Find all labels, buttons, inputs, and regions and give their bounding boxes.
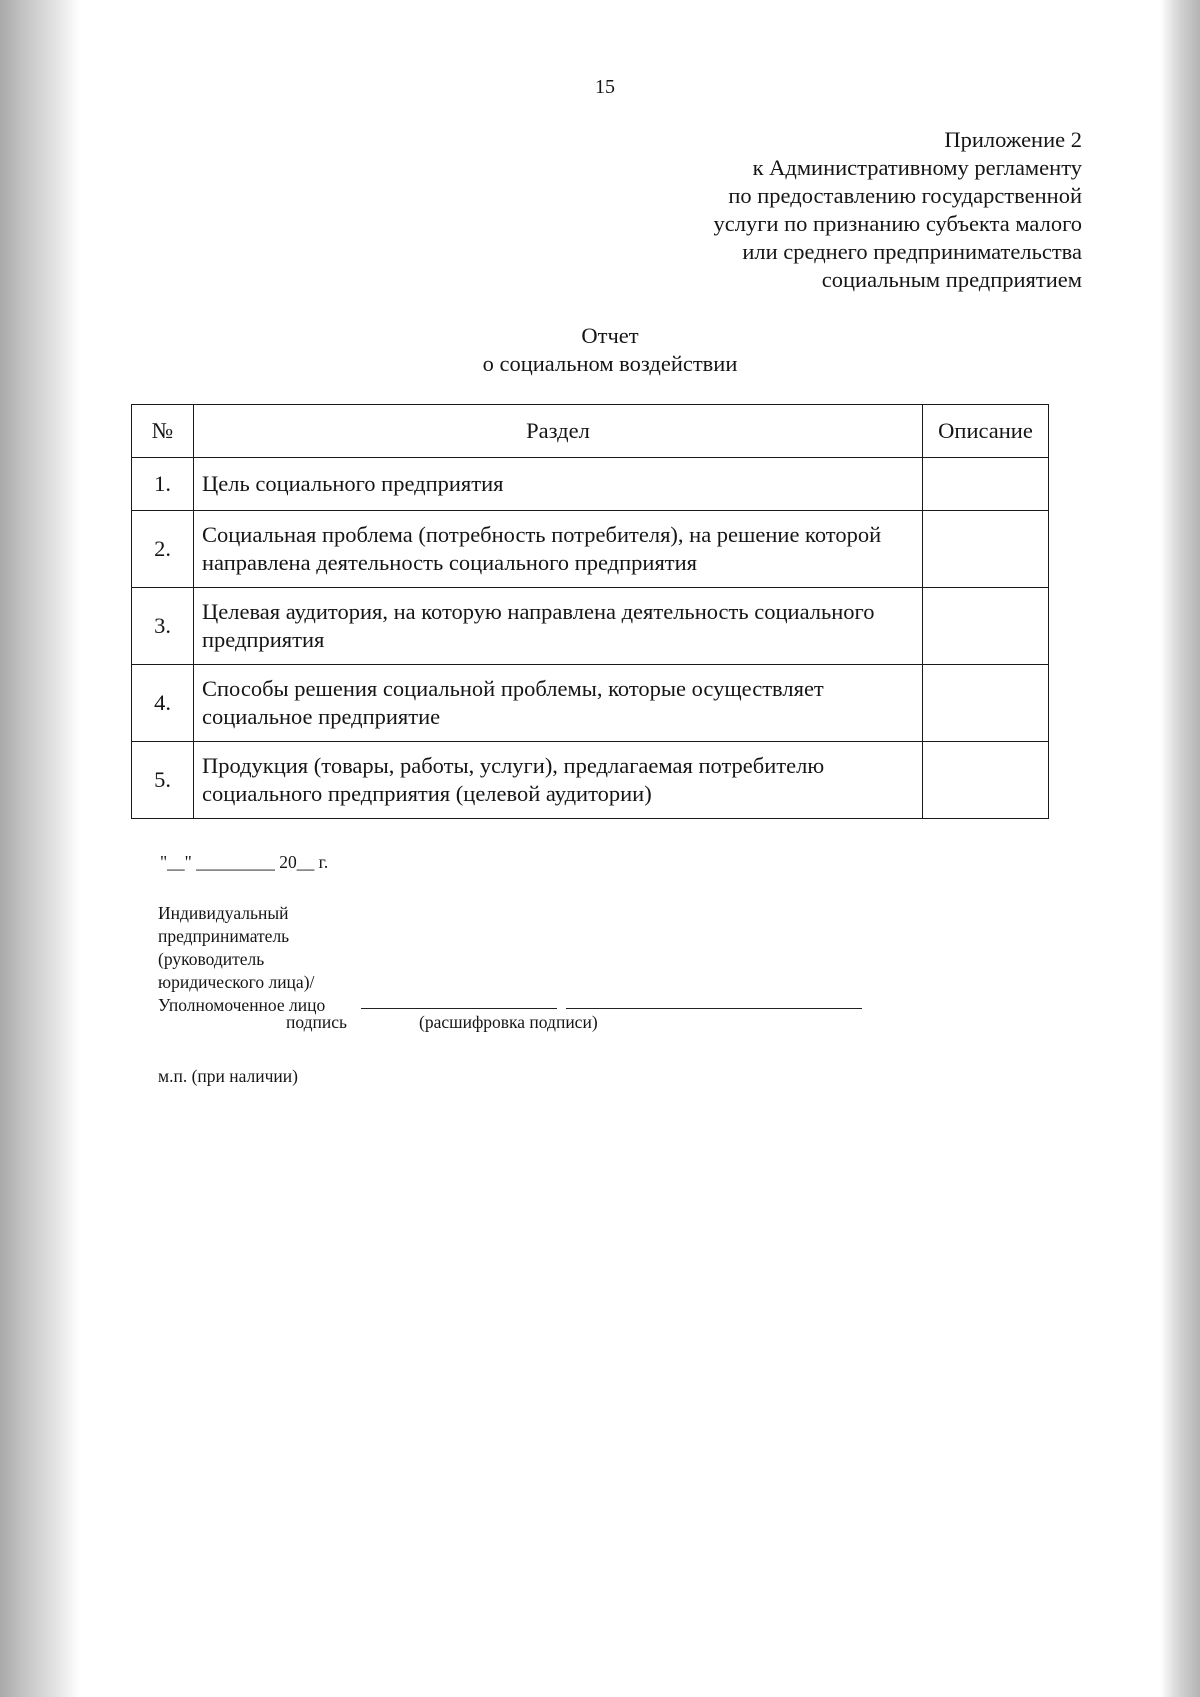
signer-block [158,902,325,1017]
row-number: 4. [132,665,194,742]
column-header-section: Раздел [194,405,923,458]
row-description [923,458,1049,511]
scan-edge-right [1160,0,1200,1697]
report-table [131,404,1049,819]
report-title-line-2: о социальном воздействии [482,351,738,376]
signature-label: подпись [286,1012,347,1032]
signer-line: Индивидуальный [158,903,289,923]
table-row [132,742,1049,819]
appendix-line: Приложение 2 [944,127,1082,152]
row-number: 3. [132,588,194,665]
row-description [923,742,1049,819]
row-number: 1. [132,458,194,511]
table-header-row [132,405,1049,458]
decryption-blank-line [566,1008,862,1009]
signer-line: предприниматель [158,926,290,946]
signer-line: Уполномоченное лицо [158,995,326,1015]
row-section: Социальная проблема (потребность потребителя), на решение которой направлена деятельность социального предприятия [194,511,923,588]
row-description [923,665,1049,742]
signer-line: юридического лица)/ [158,972,315,992]
table-row [132,511,1049,588]
scan-edge-left [0,0,80,1697]
column-header-description: Описание [923,405,1049,458]
column-header-number: № [132,405,194,458]
signer-line: (руководитель [158,949,265,969]
row-number: 2. [132,511,194,588]
signature-blank-line [361,1008,557,1009]
appendix-line: услуги по признанию субъекта малого [713,211,1082,236]
table-row [132,665,1049,742]
table-row [132,588,1049,665]
appendix-line: по предоставлению государственной [728,183,1082,208]
decryption-label: (расшифровка подписи) [419,1012,598,1032]
row-section: Способы решения социальной проблемы, которые осуществляет социальное предприятие [194,665,923,742]
row-number: 5. [132,742,194,819]
appendix-header [562,126,1082,294]
date-line: "__" _________ 20__ г. [160,852,329,872]
row-section: Цель социального предприятия [194,458,923,511]
row-description [923,511,1049,588]
table-row [132,458,1049,511]
report-title-line-1: Отчет [581,323,639,348]
page-number: 15 [595,76,615,98]
row-section: Продукция (товары, работы, услуги), предлагаемая потребителю социального предприятия (целевой аудитории) [194,742,923,819]
stamp-note: м.п. (при наличии) [158,1066,298,1086]
row-description [923,588,1049,665]
appendix-line: к Административному регламенту [752,155,1082,180]
row-section: Целевая аудитория, на которую направлена деятельность социального предприятия [194,588,923,665]
appendix-line: социальным предприятием [821,267,1082,292]
report-title [0,322,1200,378]
appendix-line: или среднего предпринимательства [742,239,1082,264]
